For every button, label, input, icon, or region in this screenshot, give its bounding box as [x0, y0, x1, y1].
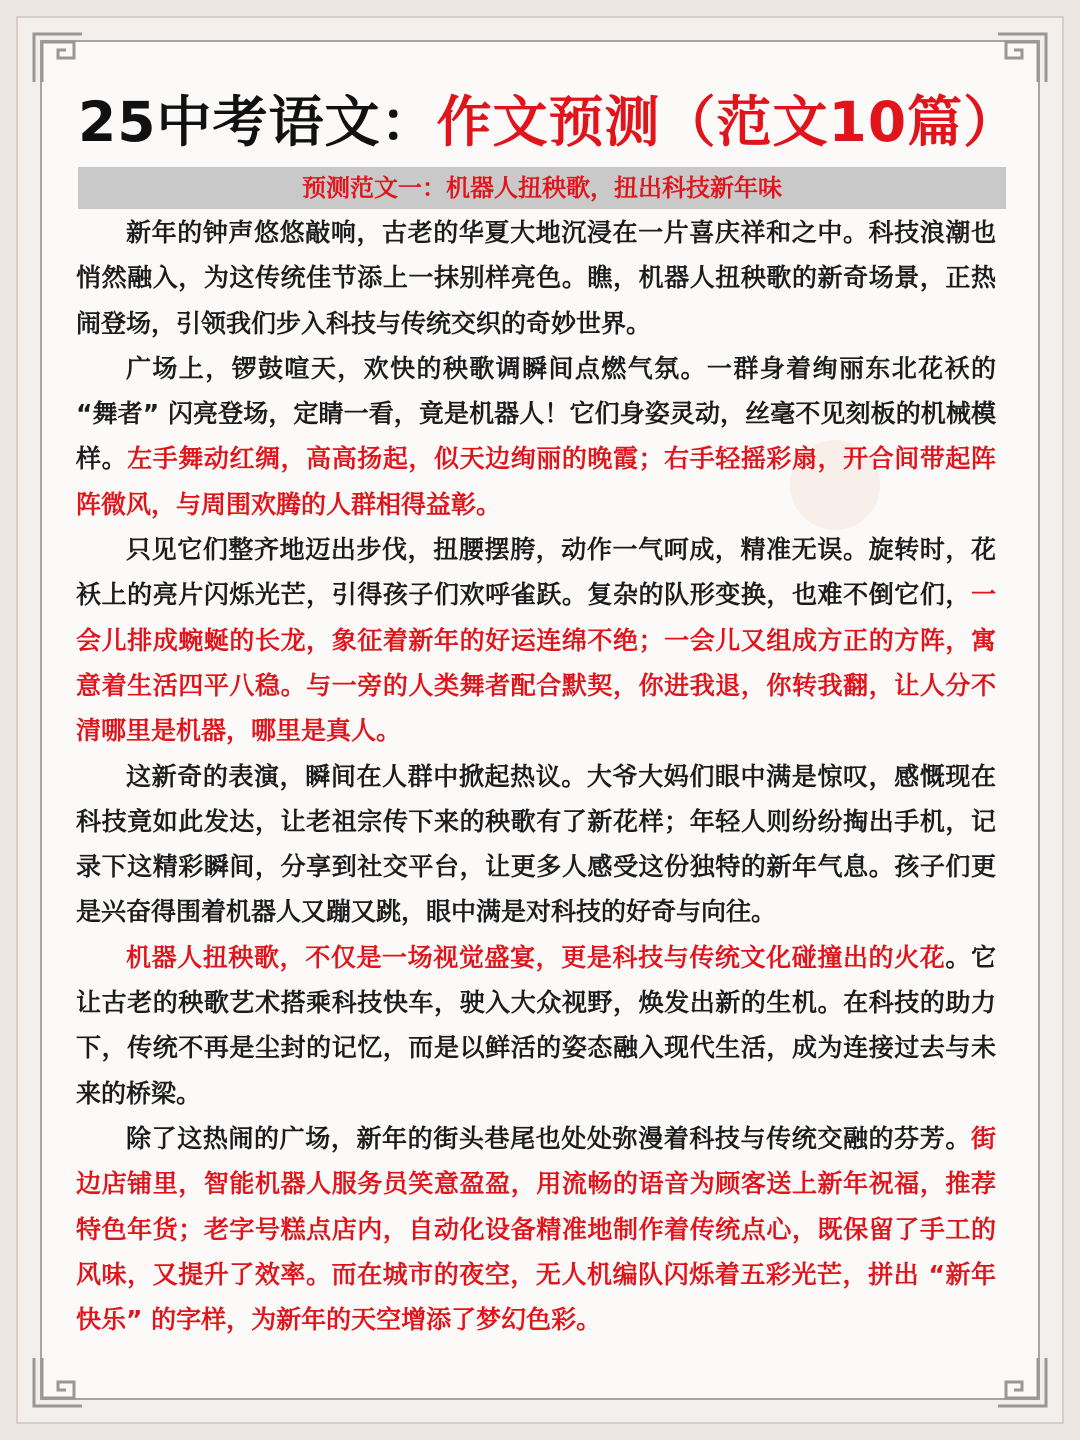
- subtitle-text: 预测范文一：机器人扭秧歌，扭出科技新年味: [302, 174, 782, 202]
- paragraph-5: [76, 935, 996, 1116]
- paragraph-highlight: 左手舞动红绸，高高扬起，似天边绚丽的晚霞；右手轻摇彩扇，开合间带起阵阵微风，与周围欢腾的人群相得益彰。: [76, 444, 996, 519]
- corner-ornament-bottom-right: [994, 1354, 1050, 1410]
- paragraph-6: [76, 1116, 996, 1342]
- paragraph-text: 除了这热闹的广场，新年的街头巷尾也处处弥漫着科技与传统交融的芬芳。: [126, 1123, 971, 1153]
- paragraph-text: 新年的钟声悠悠敲响，古老的华夏大地沉浸在一片喜庆祥和之中。科技浪潮也悄然融入，为这传统佳节添上一抹别样亮色。瞧，机器人扭秧歌的新奇场景，正热闹登场，引领我们步入科技与传统交织的奇妙世界。: [76, 218, 996, 338]
- subtitle-bar: [78, 167, 1006, 209]
- paragraph-3: [76, 527, 996, 753]
- paragraph-4: [76, 754, 996, 935]
- paragraph-1: [76, 210, 996, 346]
- essay-body: [76, 210, 996, 1342]
- paragraph-text: 广场上，锣鼓喧天，欢快的秧歌调瞬间点燃气氛。一群身着绚丽东北花袄的 “舞者” 闪亮登场，定睛一看，竟是机器人！它们身姿灵动，丝毫不见刻板的机械模样。: [76, 353, 996, 474]
- corner-ornament-bottom-left: [30, 1354, 86, 1410]
- paragraph-text: 。它让古老的秧歌艺术搭乘科技快车，驶入大众视野，焕发出新的生机。在科技的助力下，传统不再是尘封的记忆，而是以鲜活的姿态融入现代生活，成为连接过去与未来的桥梁。: [76, 942, 996, 1108]
- page-title: [78, 82, 1018, 162]
- paragraph-highlight: 一会儿排成蜿蜒的长龙，象征着新年的好运连绵不绝；一会儿又组成方正的方阵，寓意着生活四平八稳。与一旁的人类舞者配合默契，你进我退，你转我翻，让人分不清哪里是机器，哪里是真人。: [76, 580, 996, 746]
- corner-ornament-top-right: [994, 30, 1050, 86]
- paragraph-highlight: 机器人扭秧歌，不仅是一场视觉盛宴，更是科技与传统文化碰撞出的火花: [126, 942, 946, 972]
- paragraph-text: 只见它们整齐地迈出步伐，扭腰摆胯，动作一气呵成，精准无误。旋转时，花袄上的亮片闪烁光芒，引得孩子们欢呼雀跃。复杂的队形变换，也难不倒它们，: [76, 535, 996, 610]
- title-prefix: 25中考语文：: [78, 90, 437, 154]
- paragraph-2: [76, 346, 996, 527]
- title-highlight: 作文预测（范文10篇）: [436, 90, 1020, 154]
- corner-ornament-top-left: [30, 30, 86, 86]
- paragraph-highlight: 街边店铺里，智能机器人服务员笑意盈盈，用流畅的语音为顾客送上新年祝福，推荐特色年货；老字号糕点店内，自动化设备精准地制作着传统点心，既保留了手工的风味，又提升了效率。而在城市的夜空，无人机编队闪烁着五彩光芒，拼出 “新年快乐” 的字样，为新年的天空增添了梦幻色彩。: [76, 1123, 996, 1335]
- paragraph-text: 这新奇的表演，瞬间在人群中掀起热议。大爷大妈们眼中满是惊叹，感慨现在科技竟如此发达，让老祖宗传下来的秧歌有了新花样；年轻人则纷纷掏出手机，记录下这精彩瞬间，分享到社交平台，让更多人感受这份独特的新年气息。孩子们更是兴奋得围着机器人又蹦又跳，眼中满是对科技的好奇与向往。: [76, 761, 996, 927]
